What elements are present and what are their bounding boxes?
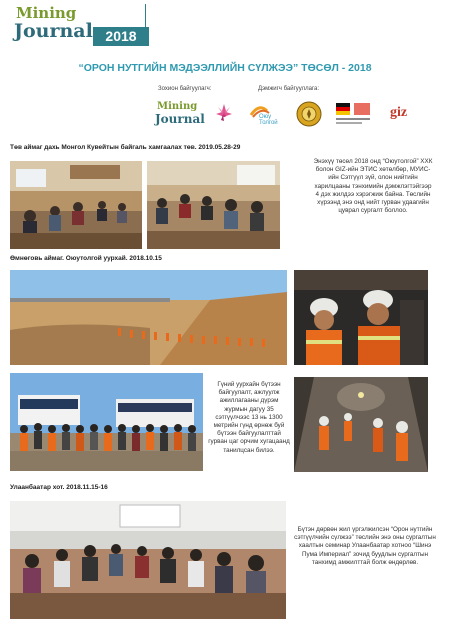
giz-logo: [380, 101, 424, 127]
german-cooperation-logo: [334, 101, 374, 127]
photo-closing-seminar: [10, 501, 286, 619]
section-heading-kuwait: Төв аймаг дахь Монгол Кувейтын байгаль хамгаалах төв. 2019.05.28-29: [10, 144, 241, 151]
logo-mining-text: Mining: [157, 101, 198, 112]
paragraph-closing: Бүтэн дөрвөн жил үргэлжилсэн “Орон нутгийн сэтгүүлчийн сүлжээ” төслийн энэ оны сургалтын хаалтын семинар Улаанбаатар хотноо “Шинэ Пума Империал” зочид буудлын сургалтын танхимд амжилттай болж өндөрлөв.: [294, 526, 436, 566]
photo-underground-tunnel: [294, 377, 428, 472]
oyu-tolgoi-logo: [247, 101, 289, 127]
masthead-journal: Journal: [14, 20, 93, 42]
masthead-mining: Mining: [16, 4, 77, 22]
photo-miners-portrait: [294, 270, 428, 365]
masthead-divider: [145, 4, 146, 44]
photo-conference-room: [10, 161, 142, 249]
photo-training-session: [147, 161, 280, 249]
mining-journal-logo: [155, 101, 203, 127]
masthead-year: 2018: [93, 27, 149, 46]
giz-text: giz: [390, 105, 408, 120]
masthead-logo: [10, 2, 150, 46]
photo-mine-field-group: [10, 270, 287, 365]
supporters-label: Дэмжигч байгууллага:: [258, 86, 320, 92]
photo-group-with-buses: [10, 373, 203, 471]
page-title: “ОРОН НУТГИЙН МЭДЭЭЛЛИЙН СҮЛЖЭЭ” ТӨСӨЛ - 2018: [78, 62, 372, 74]
university-seal-icon: [296, 101, 322, 127]
section-heading-oyu-tolgoi: Өмнөговь аймаг. Оюутолгой уурхай. 2018.10.15: [10, 255, 162, 262]
logo-journal-text: Journal: [155, 112, 205, 126]
section-heading-ulaanbaatar: Улаанбаатар хот. 2018.11.15-16: [10, 484, 108, 491]
organizer-label: Зохион байгуулагч:: [158, 86, 212, 92]
paragraph-intro: Энэхүү төсөл 2018 онд “Оюутолгой” ХХК болон GIZ-ийн ЭТИС хөтөлбөр, МУИС-ийн Сэтгүүл зүй, олон нийтийн харилцааны тэнхимийн дэмжлэгтэйгээр 4 дэх жилдээ хэрэгжиж байна. Төслийн хүрээнд энэ онд нийт гурван удаагийн цуврал сургалт боллоо.: [313, 158, 433, 215]
oyu-tolgoi-text: Оюу Толгой: [259, 114, 278, 126]
paragraph-underground: Гүний уурхайн бүтээн байгуулалт, ажлуулж ажиллагааны дүрэм журмын дагуу 35 сэтгүүлчээс 13 нь 1300 метрийн гүнд өрнөж буй бүтээн байгуулалттай гурван цаг орчим хугацаанд танилцсан билээ.: [208, 381, 290, 454]
flower-logo-icon: [213, 101, 235, 127]
